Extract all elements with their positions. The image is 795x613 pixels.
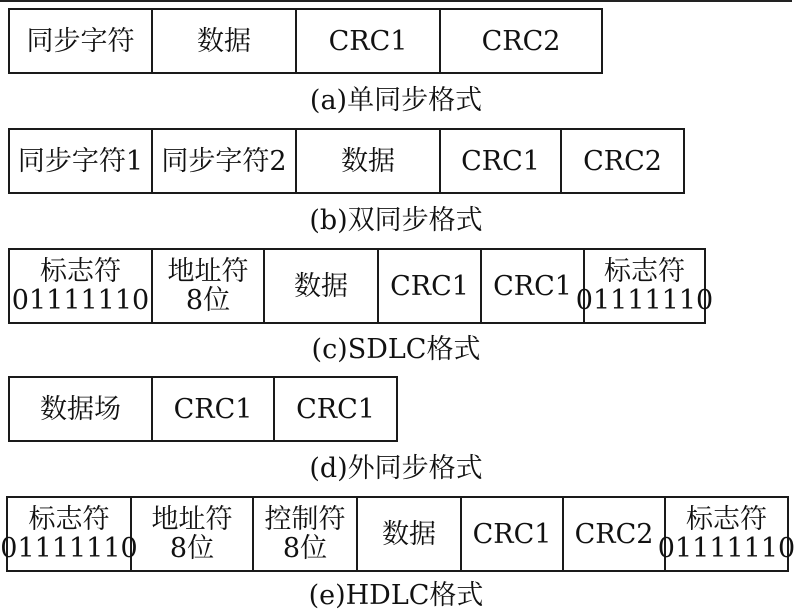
field-sync-char-1: 同步字符1	[10, 130, 153, 192]
field-crc1: CRC1	[462, 498, 564, 570]
field-crc2: CRC2	[481, 25, 561, 57]
field-data: 数据	[265, 250, 379, 322]
field-address: 地址符 8位	[153, 250, 265, 322]
frame-external-sync	[8, 376, 398, 442]
field-data: 数据	[297, 130, 441, 192]
caption-sdlc: (c)SDLC格式	[311, 334, 481, 365]
field-sync-char: 同步字符	[10, 10, 153, 72]
caption-external-sync: (d)外同步格式	[309, 453, 483, 484]
field-control: 控制符 8位	[254, 498, 358, 570]
field-crc1-second: CRC1	[482, 250, 585, 322]
field-crc1: CRC1	[379, 250, 482, 322]
field-flag-start: 标志符 01111110	[10, 250, 153, 322]
field-flag-end: 标志符 01111110	[575, 256, 714, 316]
caption-single-sync: (a)单同步格式	[309, 85, 483, 116]
field-crc1: CRC1	[297, 10, 441, 72]
field-crc1: CRC1	[153, 378, 275, 440]
caption-double-sync: (b)双同步格式	[309, 205, 483, 236]
frame-double-sync	[8, 128, 685, 194]
field-data-field: 数据场	[10, 378, 153, 440]
field-data: 数据	[358, 498, 462, 570]
frame-sdlc	[8, 248, 714, 324]
field-flag-start: 标志符 01111110	[8, 498, 132, 570]
field-crc2: CRC2	[564, 498, 666, 570]
top-border-line	[0, 0, 792, 2]
frame-hdlc	[0, 496, 795, 572]
frame-single-sync	[8, 8, 603, 74]
field-sync-char-2: 同步字符2	[153, 130, 297, 192]
field-data: 数据	[153, 10, 297, 72]
field-crc1-second: CRC1	[296, 393, 375, 425]
caption-hdlc: (e)HDLC格式	[308, 580, 484, 611]
field-address: 地址符 8位	[132, 498, 254, 570]
field-crc1: CRC1	[441, 130, 562, 192]
field-crc2: CRC2	[583, 145, 662, 177]
field-flag-end: 标志符 01111110	[657, 504, 795, 564]
